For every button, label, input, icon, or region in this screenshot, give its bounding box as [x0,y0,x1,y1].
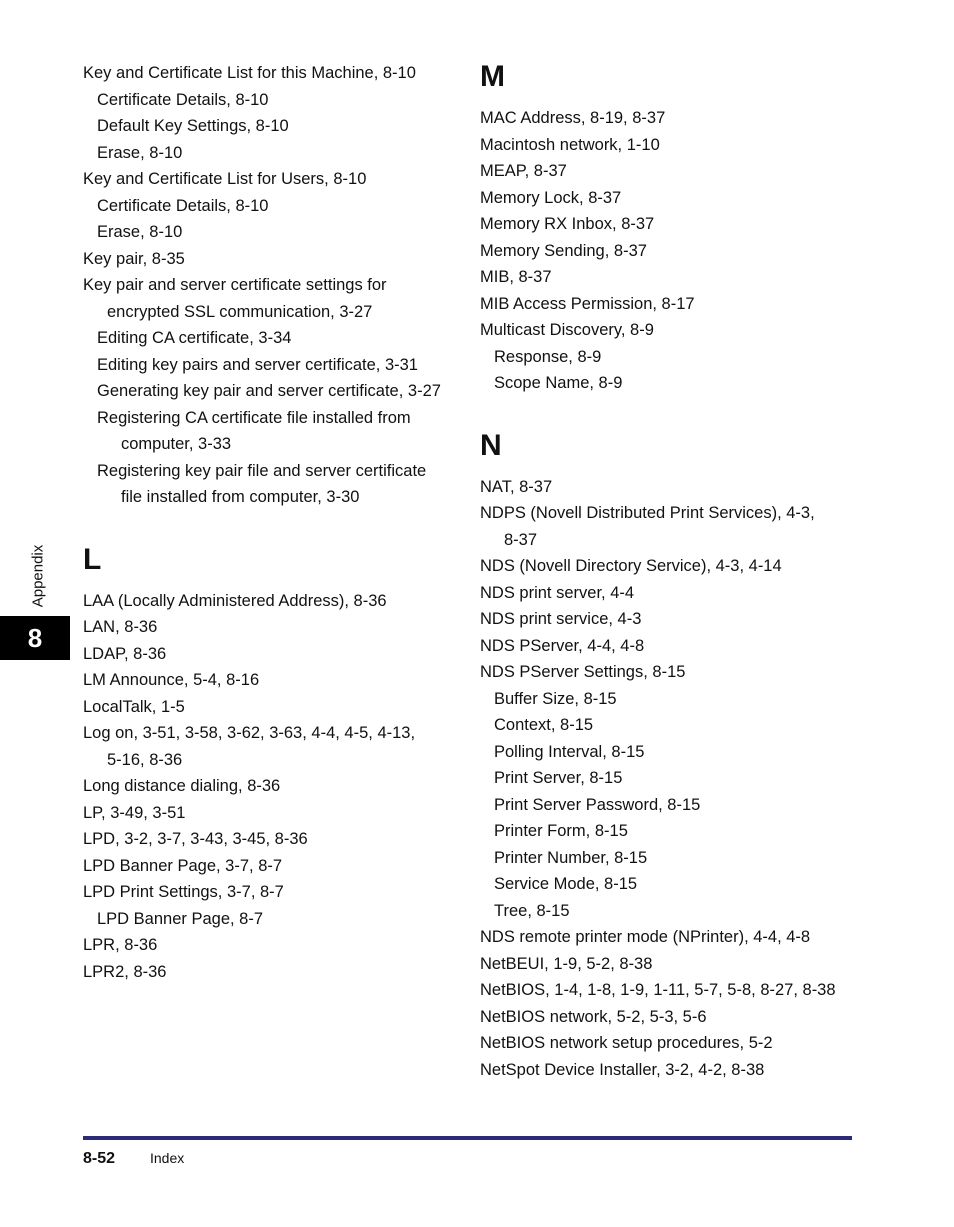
index-entry: NDS PServer Settings, 8-15 [480,663,686,681]
index-entry: NDS (Novell Directory Service), 4-3, 4-14 [480,557,782,575]
index-subentry: Erase, 8-10 [97,223,183,241]
index-subentry: Erase, 8-10 [97,143,183,162]
chapter-tab: 8 [0,616,70,660]
index-entry: Long distance dialing, 8-36 [83,777,281,795]
index-entry: LocalTalk, 1-5 [83,697,185,716]
section-letter: N [480,428,502,462]
index-entry: MEAP, 8-37 [480,162,567,180]
index-entry: NetBIOS network, 5-2, 5-3, 5-6 [480,1007,707,1026]
index-entry: Memory Sending, 8-37 [480,241,647,260]
index-subentry: Printer Number, 8-15 [494,848,648,867]
index-subentry: Registering CA certificate file installed from [97,408,411,427]
index-subentry: computer, 3-33 [121,435,232,453]
index-subentry: Generating key pair and server certificate, 3-27 [97,382,441,400]
index-entry: Key and Certificate List for this Machine, 8-10 [83,64,416,82]
index-entry: NAT, 8-37 [480,477,553,496]
index-subentry: Response, 8-9 [494,347,602,366]
section-letter: M [480,60,505,93]
index-entry: 5-16, 8-36 [107,750,183,769]
index-subentry: Certificate Details, 8-10 [97,196,269,215]
index-entry: Key pair and server certificate settings for [83,276,387,294]
index-entry: NetSpot Device Installer, 3-2, 4-2, 8-38 [480,1060,765,1079]
index-entry: Macintosh network, 1-10 [480,135,660,154]
index-entry: LAA (Locally Administered Address), 8-36 [83,591,387,610]
index-entry: 8-37 [504,530,538,549]
index-entry: LAN, 8-36 [83,618,158,636]
footer-section-title: Index [150,1150,185,1166]
index-entry: Multicast Discovery, 8-9 [480,321,654,339]
index-entry: LPD Print Settings, 3-7, 8-7 [83,883,284,901]
index-subentry: Polling Interval, 8-15 [494,742,645,761]
index-entry: LPR, 8-36 [83,936,158,954]
index-entry: LPD Banner Page, 3-7, 8-7 [83,856,283,875]
index-entry: LP, 3-49, 3-51 [83,803,186,822]
index-subentry: Print Server Password, 8-15 [494,795,701,814]
index-entry: NetBEUI, 1-9, 5-2, 8-38 [480,954,653,973]
index-entry: NDS print server, 4-4 [480,583,635,602]
index-entry: Memory Lock, 8-37 [480,188,622,207]
index-subentry: Service Mode, 8-15 [494,875,638,893]
index-entry: LDAP, 8-36 [83,644,167,663]
index-subentry: Default Key Settings, 8-10 [97,117,289,135]
side-tab-label: Appendix [29,544,47,608]
index-entry: NetBIOS network setup procedures, 5-2 [480,1034,773,1052]
index-entry: LM Announce, 5-4, 8-16 [83,671,260,689]
index-subentry: LPD Banner Page, 8-7 [97,909,264,928]
index-entry: Key pair, 8-35 [83,249,185,268]
index-subentry: Context, 8-15 [494,716,594,734]
index-entry: NDS PServer, 4-4, 4-8 [480,636,645,655]
index-entry: MAC Address, 8-19, 8-37 [480,109,666,127]
index-entry: LPR2, 8-36 [83,962,167,981]
index-entry: NetBIOS, 1-4, 1-8, 1-9, 1-11, 5-7, 5-8, 8-27, 8-38 [480,981,836,999]
index-subentry: file installed from computer, 3-30 [121,488,360,506]
index-entry: NDPS (Novell Distributed Print Services), 4-3, [480,504,815,522]
index-entry: Key and Certificate List for Users, 8-10 [83,170,367,188]
index-subentry: Print Server, 8-15 [494,769,623,787]
index-entry: MIB Access Permission, 8-17 [480,294,695,313]
index-subentry: Buffer Size, 8-15 [494,689,617,708]
index-subentry: Certificate Details, 8-10 [97,90,269,109]
index-entry: Memory RX Inbox, 8-37 [480,215,655,233]
index-entry: Log on, 3-51, 3-58, 3-62, 3-63, 4-4, 4-5, 4-13, [83,724,416,742]
footer-rule [83,1136,852,1140]
section-letter: L [83,542,102,576]
index-subentry: Editing key pairs and server certificate, 3-31 [97,355,418,374]
index-entry: encrypted SSL communication, 3-27 [107,302,373,321]
index-subentry: Scope Name, 8-9 [494,374,623,392]
index-entry: NDS print service, 4-3 [480,610,642,628]
index-subentry: Registering key pair file and server certificate [97,461,427,480]
index-subentry: Editing CA certificate, 3-34 [97,329,292,347]
index-subentry: Tree, 8-15 [494,901,570,920]
index-subentry: Printer Form, 8-15 [494,822,628,840]
page-number: 8-52 [83,1150,116,1167]
index-entry: LPD, 3-2, 3-7, 3-43, 3-45, 8-36 [83,830,308,848]
index-entry: NDS remote printer mode (NPrinter), 4-4, 4-8 [480,928,811,946]
index-entry: MIB, 8-37 [480,268,552,286]
